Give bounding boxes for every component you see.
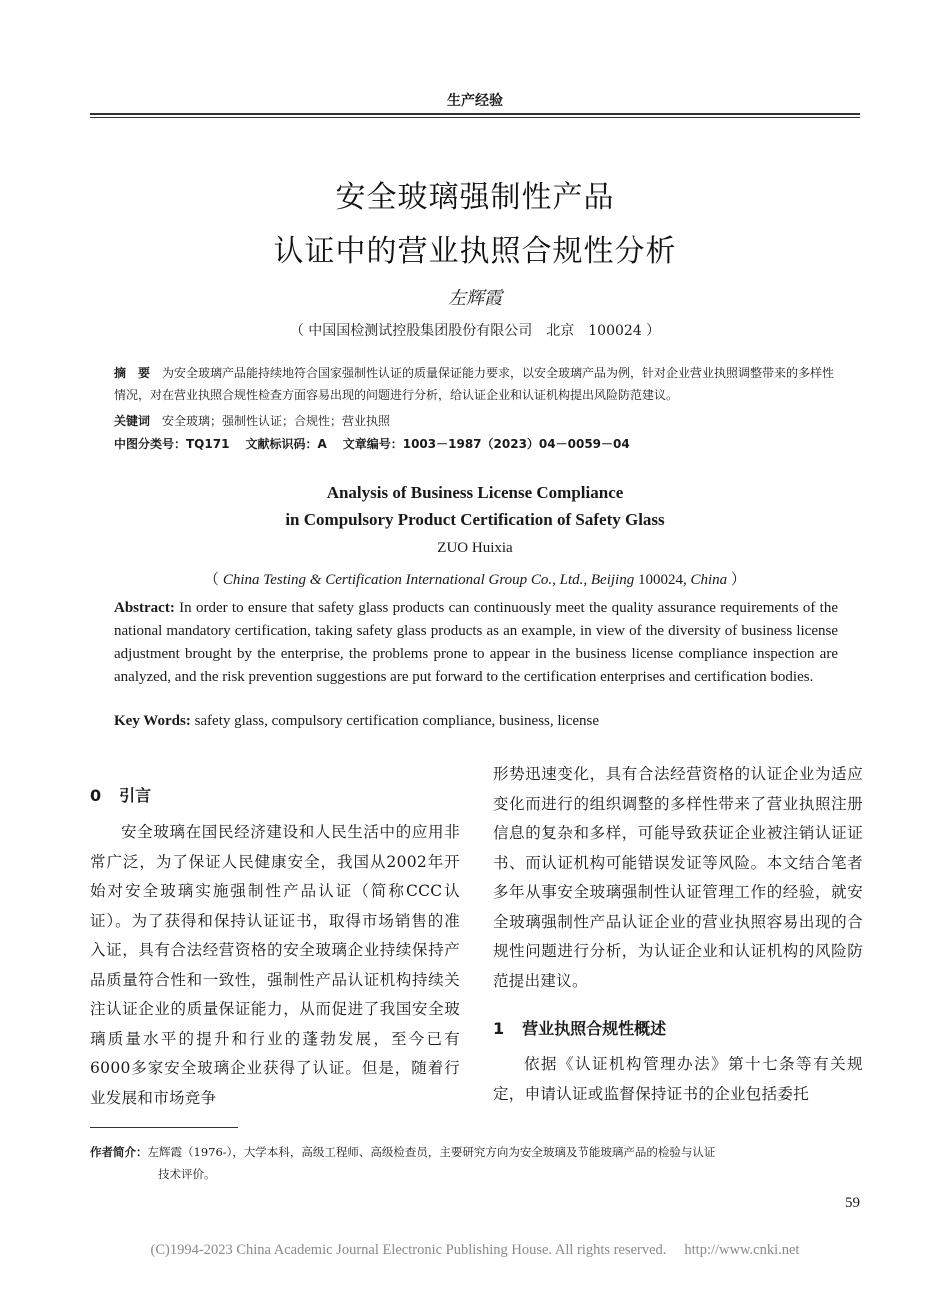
- section-0-number: 0: [90, 786, 102, 805]
- keywords-cn-text: 安全玻璃；强制性认证；合规性；营业执照: [162, 414, 391, 428]
- affil-postcode: 100024,: [634, 572, 691, 588]
- abstract-en-text: In order to ensure that safety glass products can continuously meet the quality assurance requirements of the national mandatory certification, taking safety glass products as an example, in view of the diversity of business license adjustment brought by the enterprise, the problems prone to appear in the business license compliance inspection are analyzed, and the risk prevention suggestions are put forward to the certification enterprises and certification bodies.: [114, 600, 838, 685]
- title-en-line2: in Compulsory Product Certification of Safety Glass: [285, 510, 665, 529]
- classification-line: [114, 435, 646, 452]
- keywords-en: [114, 713, 599, 730]
- header-rule-thin: [90, 117, 860, 118]
- footnote-text-cont: 技术评价。: [158, 1167, 216, 1181]
- abstract-en: [114, 597, 838, 689]
- left-column: [90, 818, 460, 1113]
- affil-org: China Testing & Certification International Group Co., Ltd., Beijing: [222, 572, 635, 588]
- keywords-cn-label: 关键词: [114, 414, 151, 428]
- copyright-notice: (C)1994-2023 China Academic Journal Electronic Publishing House. All rights reserved.: [150, 1242, 667, 1258]
- affil-close: ）: [727, 572, 746, 588]
- clc-number: 中图分类号：TQ171: [114, 437, 230, 451]
- page-number: 59: [845, 1195, 860, 1211]
- article-number: 文章编号：1003－1987（2023）04－0059－04: [342, 437, 630, 451]
- author-en: ZUO Huixia: [437, 540, 513, 556]
- section-1-heading: [493, 1016, 666, 1039]
- abstract-cn: [114, 362, 842, 406]
- header-rule: [90, 113, 860, 115]
- abstract-cn-text: 为安全玻璃产品能持续地符合国家强制性认证的质量保证能力要求，以安全玻璃产品为例，针对企业营业执照调整带来的多样性情况，对在营业执照合规性检查方面容易出现的问题进行分析，给认证企业和认证机构提出风险防范建议。: [114, 366, 835, 402]
- intro-paragraph: 安全玻璃在国民经济建设和人民生活中的应用非常广泛，为了保证人民健康安全，我国从2002年开始对安全玻璃实施强制性产品认证（简称CCC认证）。为了获得和保持认证证书，取得市场销售的准入证，具有合法经营资格的安全玻璃企业持续保持产品质量符合性和一致性，强制性产品认证机构持续关注认证企业的质量保证能力，从而促进了我国安全玻璃质量水平的提升和行业的蓬勃发展，至今已有6000多家安全玻璃企业获得了认证。但是，随着行业发展和市场竞争: [90, 823, 460, 1107]
- affil-open: （: [204, 572, 223, 588]
- copyright-line: [0, 1242, 950, 1259]
- section-1-body: [493, 1050, 863, 1109]
- affiliation-en: [0, 568, 950, 589]
- section-0-heading: [90, 783, 151, 806]
- section-1-title: 营业执照合规性概述: [522, 1019, 667, 1038]
- affiliation-cn: （ 中国国检测试控股集团股份有限公司 北京 100024 ）: [289, 323, 661, 339]
- author-cn: 左辉霞: [448, 288, 502, 309]
- title-cn-line1: 安全玻璃强制性产品: [335, 180, 615, 215]
- footnote-text: 左辉霞（1976-），大学本科，高级工程师、高级检查员，主要研究方向为安全玻璃及节能玻璃产品的检验与认证: [147, 1145, 716, 1159]
- abstract-cn-label: 摘 要: [114, 366, 151, 380]
- cnki-url[interactable]: http://www.cnki.net: [684, 1242, 800, 1258]
- right-column: [493, 760, 863, 996]
- section-0-title: 引言: [119, 786, 152, 805]
- footnote-rule: [90, 1127, 238, 1128]
- keywords-cn: [114, 410, 842, 432]
- keywords-en-text: safety glass, compulsory certification compliance, business, license: [194, 713, 600, 729]
- author-footnote: [90, 1141, 860, 1185]
- title-en-line1: Analysis of Business License Compliance: [326, 483, 624, 502]
- keywords-en-label: Key Words:: [114, 713, 191, 729]
- section-tag: 生产经验: [447, 93, 503, 109]
- affil-country: China: [690, 572, 728, 588]
- abstract-en-label: Abstract:: [114, 600, 175, 616]
- doc-code: 文献标识码：A: [245, 437, 327, 451]
- intro-paragraph-continued: 形势迅速变化，具有合法经营资格的认证企业为适应变化而进行的组织调整的多样性带来了营业执照注册信息的复杂和多样，可能导致获证企业被注销认证证书、而认证机构可能错误发证等风险。本文结合笔者多年从事安全玻璃强制性认证管理工作的经验，就安全玻璃强制性产品认证企业的营业执照容易出现的合规性问题进行分析，为认证企业和认证机构的风险防范提出建议。: [493, 765, 863, 990]
- footnote-label: 作者简介：: [90, 1145, 148, 1159]
- section-1-paragraph: 依据《认证机构管理办法》第十七条等有关规定，申请认证或监督保持证书的企业包括委托: [493, 1055, 863, 1103]
- section-1-number: 1: [493, 1019, 505, 1038]
- title-cn-line2: 认证中的营业执照合规性分析: [273, 234, 677, 269]
